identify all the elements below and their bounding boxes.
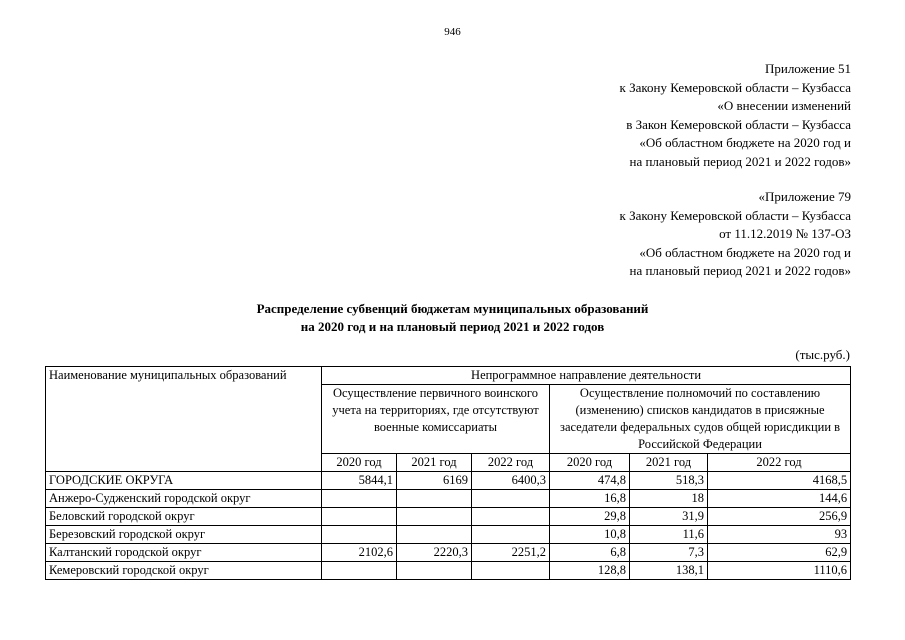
row-value: 31,9 [630,508,708,526]
title-line-1: Распределение субвенций бюджетам муниципальных образований [256,301,649,316]
appendix-line: «Приложение 79 [758,189,851,204]
row-name: Беловский городской округ [46,508,322,526]
row-value: 7,3 [630,544,708,562]
year-header: 2021 год [397,454,472,472]
appendix-51-block [620,60,852,172]
row-value [397,526,472,544]
year-header: 2021 год [630,454,708,472]
row-value: 138,1 [630,562,708,580]
row-value: 5844,1 [322,472,397,490]
row-value: 518,3 [630,472,708,490]
row-value: 29,8 [550,508,630,526]
row-value [397,508,472,526]
appendix-line: «Об областном бюджете на 2020 год и [639,135,851,151]
row-value: 256,9 [708,508,851,526]
header-military-registration: Осуществление первичного воинского учета на территориях, где отсутствуют военные комиссариаты [322,385,550,454]
table-row [46,526,851,544]
row-value [322,562,397,580]
header-direction: Непрограммное направление деятельности [322,367,851,385]
document-title [0,300,905,336]
row-value: 93 [708,526,851,544]
year-header: 2020 год [550,454,630,472]
appendix-79-block [620,188,852,281]
row-value [397,490,472,508]
page-number: 946 [444,26,461,38]
units-label: (тыс.руб.) [795,347,850,362]
table-row [46,472,851,490]
row-name: Кемеровский городской округ [46,562,322,580]
row-value [472,526,550,544]
row-value: 1110,6 [708,562,851,580]
header-jurors-lists: Осуществление полномочий по составлению (изменению) списков кандидатов в присяжные заседатели федеральных судов общей юрисдикции в Российской Федерации [550,385,851,454]
row-value [472,562,550,580]
year-header: 2022 год [708,454,851,472]
row-value [472,508,550,526]
appendix-line: «О внесении изменений [717,98,851,114]
row-value: 6400,3 [472,472,550,490]
appendix-line: «Об областном бюджете на 2020 год и [639,244,851,260]
table-row [46,508,851,526]
row-value [322,490,397,508]
row-value: 62,9 [708,544,851,562]
row-value: 2251,2 [472,544,550,562]
header-municipality-name: Наименование муниципальных образований [46,367,322,472]
row-value: 2102,6 [322,544,397,562]
row-value [322,526,397,544]
table-row [46,544,851,562]
row-value: 4168,5 [708,472,851,490]
year-header: 2020 год [322,454,397,472]
row-value: 2220,3 [397,544,472,562]
row-name: Березовский городской округ [46,526,322,544]
appendix-line: на плановый период 2021 и 2022 годов» [629,263,851,279]
row-value: 128,8 [550,562,630,580]
row-value [472,490,550,508]
table-header-row [46,367,851,385]
appendix-line: к Закону Кемеровской области – Кузбасса [619,79,851,95]
row-value [397,562,472,580]
row-value: 18 [630,490,708,508]
row-value [322,508,397,526]
row-name: ГОРОДСКИЕ ОКРУГА [46,472,322,490]
row-value: 6,8 [550,544,630,562]
appendix-line: в Закон Кемеровской области – Кузбасса [626,116,851,132]
row-value: 144,6 [708,490,851,508]
appendix-line: Приложение 51 [764,61,851,76]
row-value: 10,8 [550,526,630,544]
row-name: Калтанский городской округ [46,544,322,562]
table-row [46,562,851,580]
title-line-2: на 2020 год и на плановый период 2021 и 2022 годов [300,319,605,334]
row-value: 6169 [397,472,472,490]
row-value: 474,8 [550,472,630,490]
appendix-line: от 11.12.2019 № 137-ОЗ [719,226,851,242]
row-value: 16,8 [550,490,630,508]
year-header: 2022 год [472,454,550,472]
row-name: Анжеро-Судженский городской округ [46,490,322,508]
appendix-line: к Закону Кемеровской области – Кузбасса [619,207,851,223]
appendix-line: на плановый период 2021 и 2022 годов» [629,153,851,169]
subsidy-table [45,366,851,580]
row-value: 11,6 [630,526,708,544]
table-row [46,490,851,508]
